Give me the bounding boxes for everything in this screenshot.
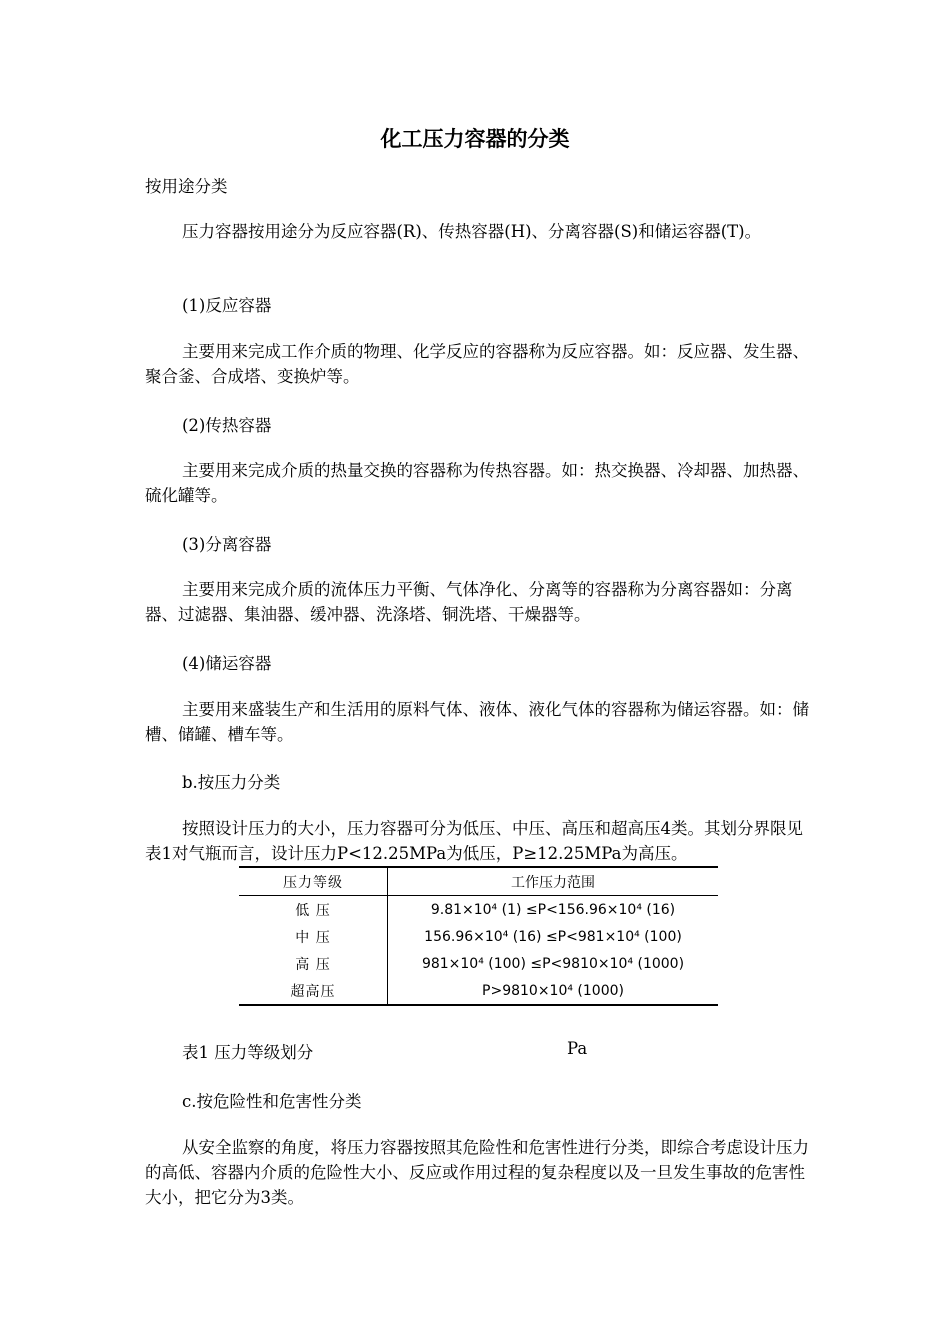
document-title: 化工压力容器的分类: [380, 126, 570, 151]
table-unit: Pa: [567, 1039, 588, 1058]
item-text-storage: 主要用来盛装生产和生活用的原料气体、液体、液化气体的容器称为储运容器。如：储槽、储罐、槽车等。: [145, 700, 809, 744]
table-header-cell: 工作压力范围: [388, 867, 719, 896]
item-text-separation: 主要用来完成介质的流体压力平衡、气体净化、分离等的容器称为分离容器如：分离器、过滤器、集油器、缓冲器、洗涤塔、铜洗塔、干燥器等。: [145, 580, 793, 624]
table-cell: 中 压: [239, 923, 388, 950]
item-heading-separation: (3)分离容器: [182, 535, 272, 554]
item-heading-heat-transfer: (2)传热容器: [182, 416, 272, 435]
table-cell: 981×10⁴ (100) ≤P<9810×10⁴ (1000): [421, 955, 685, 972]
pressure-grade-table: [239, 866, 718, 1006]
table-row: [239, 923, 718, 950]
table-row: [239, 977, 718, 1005]
intro-paragraph: 压力容器按用途分为反应容器(R)、传热容器(H)、分离容器(S)和储运容器(T)。: [182, 222, 762, 241]
item-text-heat-transfer: 主要用来完成介质的热量交换的容器称为传热容器。如：热交换器、冷却器、加热器、硫化罐等。: [145, 461, 809, 505]
table-header-row: [239, 867, 718, 896]
table-cell: 156.96×10⁴ (16) ≤P<981×10⁴ (100): [424, 928, 682, 945]
table-cell: 高 压: [239, 950, 388, 977]
table-cell: 超高压: [239, 977, 388, 1005]
section-c-paragraph: 从安全监察的角度，将压力容器按照其危险性和危害性进行分类，即综合考虑设计压力的高低、容器内介质的危险性大小、反应或作用过程的复杂程度以及一旦发生事故的危害性大小，把它分为3类。: [145, 1138, 809, 1207]
table-cell: P>9810×10⁴ (1000): [482, 982, 624, 999]
table-cell: 9.81×10⁴ (1) ≤P<156.96×10⁴ (16): [430, 901, 676, 918]
item-text-reaction: 主要用来完成工作介质的物理、化学反应的容器称为反应容器。如：反应器、发生器、聚合釜、合成塔、变换炉等。: [145, 342, 809, 386]
table-row: [239, 950, 718, 977]
section-b-paragraph: 按照设计压力的大小，压力容器可分为低压、中压、高压和超高压4类。其划分界限见表1对气瓶而言，设计压力P<12.25MPa为低压，P≥12.25MPa为高压。: [145, 819, 803, 863]
item-heading-reaction: (1)反应容器: [182, 296, 272, 315]
section-b-heading: b.按压力分类: [182, 773, 281, 792]
item-heading-storage: (4)储运容器: [182, 654, 272, 673]
table-caption: 表1 压力等级划分: [182, 1043, 314, 1062]
table-cell: 低 压: [239, 896, 388, 924]
table-row: [239, 896, 718, 924]
table-header-cell: 压力等级: [239, 867, 388, 896]
section-a-heading: 按用途分类: [145, 177, 228, 196]
section-c-heading: c.按危险性和危害性分类: [182, 1092, 362, 1111]
